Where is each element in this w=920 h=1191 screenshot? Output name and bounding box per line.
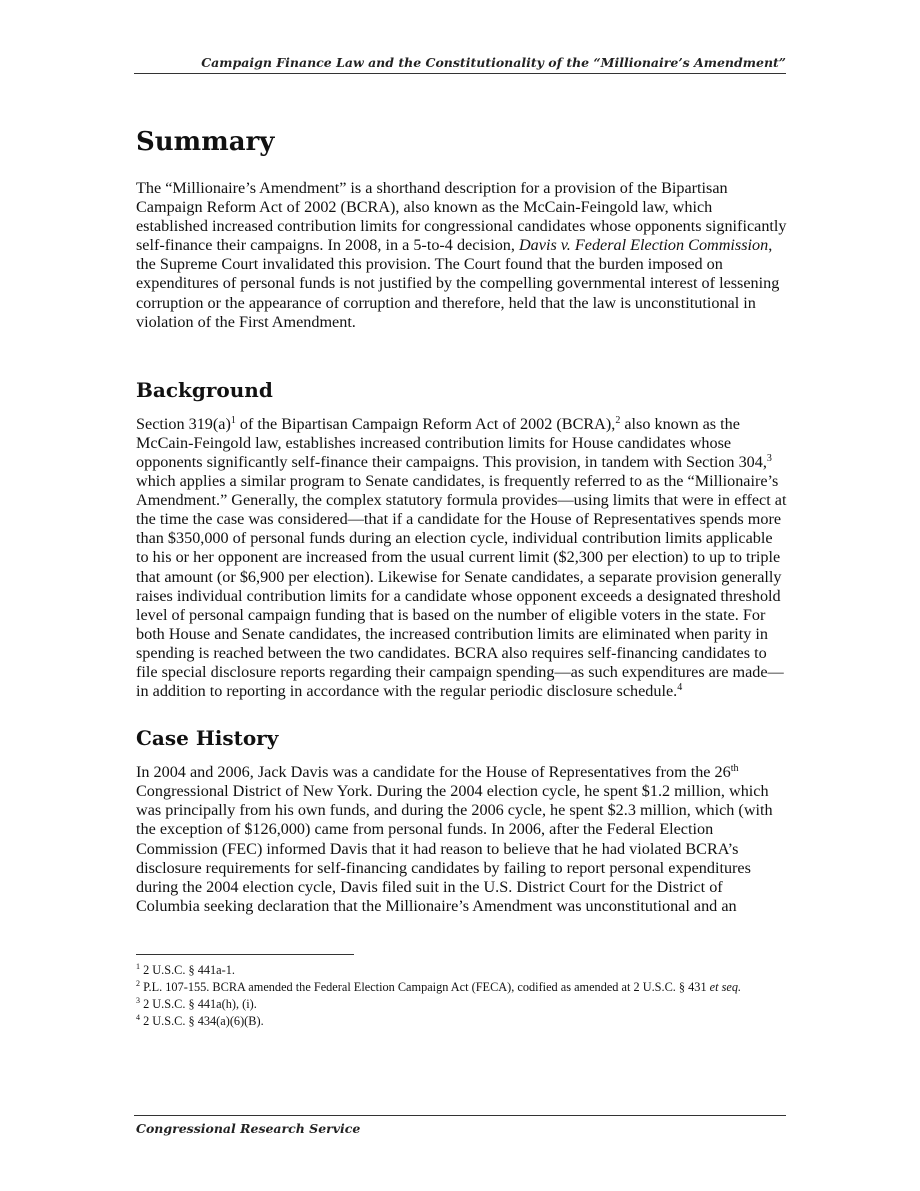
summary-heading: Summary: [136, 127, 275, 157]
footnote-2: [136, 979, 788, 996]
case-history-text-2: Congressional District of New York. During the 2004 election cycle, he spent $1.2 million, which was principally from his own funds, and during the 2006 cycle, he spent $2.3 million, which (with the exception of $126,000) came from personal funds. In 2006, after the Federal Election Commission (FEC) informed Davis that it had reason to believe that he had violated BCRA’s disclosure requirements for self-financing candidates by failing to report personal expenditures during the 2004 election cycle, Davis filed suit in the U.S. District Court for the District of Columbia seeking declaration that the Millionaire’s Amendment was unconstitutional and an: [136, 782, 773, 915]
running-footer: Congressional Research Service: [136, 1121, 361, 1136]
footnote-text: 2 U.S.C. § 441a(h), (i).: [143, 997, 257, 1011]
footnote-ref-3[interactable]: 3: [766, 452, 772, 464]
case-history-section: [136, 724, 788, 916]
ordinal-suffix: th: [730, 763, 739, 775]
case-history-text-1: In 2004 and 2006, Jack Davis was a candidate for the House of Representatives from the 26: [136, 763, 731, 782]
summary-text-b: , the Supreme Court invalidated this provision. The Court found that the burden imposed on expenditures of personal funds is not justified by the compelling governmental interest of lessening corruption or the appearance of corruption and therefore, held that the law is unconstitutional in violation of the First Amendment.: [136, 236, 780, 331]
footnote-separator: [136, 954, 354, 955]
background-text-2: of the Bipartisan Campaign Reform Act of 2002 (BCRA),: [235, 414, 616, 433]
summary-text-a: The “Millionaire’s Amendment” is a shorthand description for a provision of the Bipartisan Campaign Reform Act of 2002 (BCRA), also known as the McCain-Feingold law, which established increased contribution limits for congressional candidates whose opponents significantly self-finance their campaigns. In 2008, in a 5-to-4 decision,: [136, 179, 787, 255]
footnote-4: [136, 1013, 788, 1030]
footnote-ref-1[interactable]: 1: [230, 414, 236, 426]
footnote-text: P.L. 107-155. BCRA amended the Federal Election Campaign Act (FECA), codified as amended at 2 U.S.C. § 431: [143, 980, 710, 994]
summary-section: [136, 122, 788, 332]
background-heading: Background: [136, 377, 273, 402]
case-history-heading: Case History: [136, 726, 279, 751]
background-text-3: also known as the McCain-Feingold law, establishes increased contribution limits for House candidates whose opponents significantly self-finance their campaigns. This provision, in tandem with Section 304,: [136, 414, 767, 471]
footnote-number: 4: [136, 1013, 140, 1022]
footnote-number: 1: [136, 962, 140, 971]
background-text-1: Section 319(a): [136, 414, 231, 433]
running-header: Campaign Finance Law and the Constitutionality of the “Millionaire’s Amendment”: [201, 55, 786, 70]
footnote-number: 3: [136, 996, 140, 1005]
main-content: [136, 122, 788, 916]
summary-paragraph: [136, 179, 788, 332]
footnote-text: 2 U.S.C. § 441a-1.: [143, 963, 235, 977]
footer-rule: [134, 1115, 786, 1116]
footnotes: [136, 962, 788, 1030]
footnote-ref-2[interactable]: 2: [615, 414, 621, 426]
background-section: [136, 376, 788, 701]
footnote-text: 2 U.S.C. § 434(a)(6)(B).: [143, 1014, 264, 1028]
case-name: Davis v. Federal Election Commission: [518, 236, 769, 255]
background-paragraph: [136, 415, 788, 701]
footnote-ref-4[interactable]: 4: [677, 682, 683, 694]
footnote-number: 2: [136, 979, 140, 988]
header-rule: [134, 73, 786, 74]
footnote-1: [136, 962, 788, 979]
footnote-3: [136, 996, 788, 1013]
background-text-4: which applies a similar program to Senate candidates, is frequently referred to as the “Millionaire’s Amendment.” Generally, the complex statutory formula provides—using limits that were in effect at the time the case was considered—that if a candidate for the House of Representatives spends more than $350,000 of personal funds during an election cycle, individual contribution limits applicable to his or her opponent are increased from the usual current limit ($2,300 per election) to up to triple that amount (or $6,900 per election). Likewise for Senate candidates, a separate provision generally raises individual contribution limits for a candidate whose opponent exceeds a designated threshold level of personal campaign funding that is based on the number of eligible voters in the state. For both House and Senate candidates, the increased contribution limits are eliminated when parity in spending is reached between the two candidates. BCRA also requires self-financing candidates to file special disclosure reports regarding their campaign spending—as such expenditures are made—in addition to reporting in accordance with the regular periodic disclosure schedule.: [136, 472, 787, 701]
footnote-italic: et seq.: [709, 980, 742, 994]
case-history-paragraph: [136, 763, 788, 916]
